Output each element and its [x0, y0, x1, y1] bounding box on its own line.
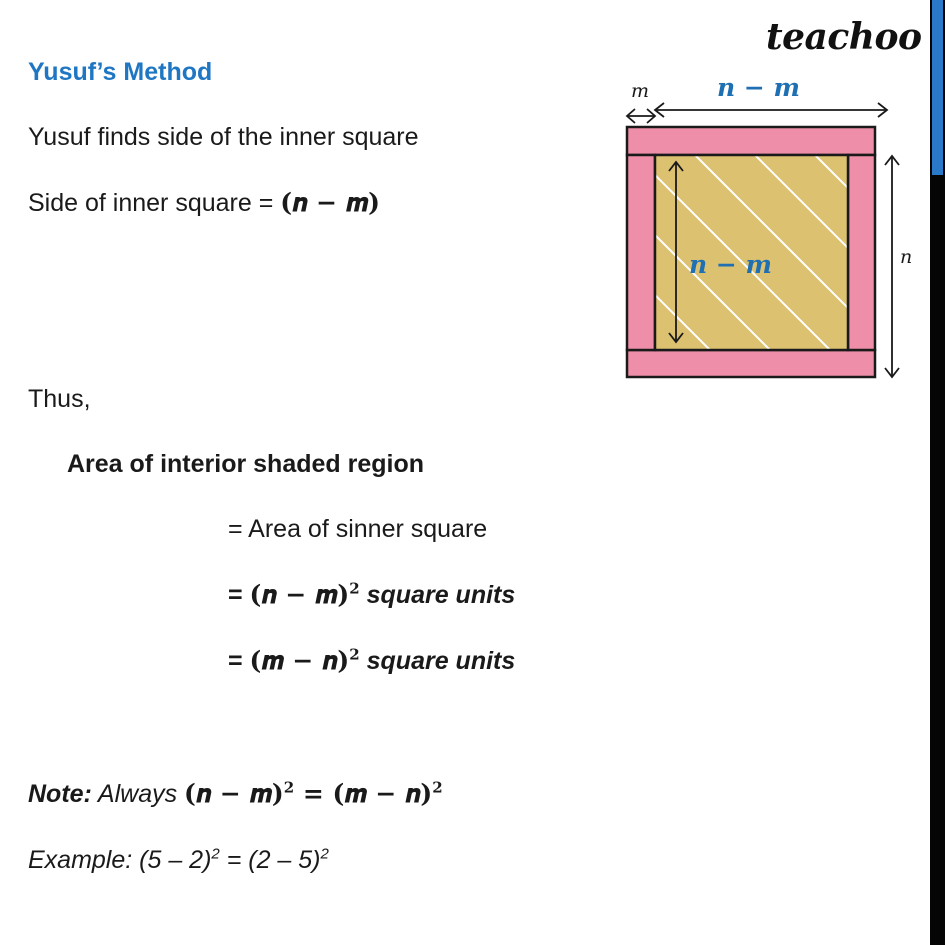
note-equals: =: [294, 779, 333, 808]
eq3-suffix: square units: [359, 647, 516, 675]
bottom-border-strip: [627, 350, 875, 377]
text-line-1: Yusuf finds side of the inner square: [28, 123, 419, 151]
right-vertical-arrow: [885, 156, 899, 377]
example-prefix: Example: (5 – 2): [28, 846, 212, 874]
eq3-prefix: =: [228, 647, 250, 675]
example-exponent-2: 2: [320, 845, 329, 863]
text-line-2: [28, 187, 380, 219]
label-inner-n-minus-m: n − m: [689, 250, 772, 279]
section-heading: Yusuf’s Method: [28, 58, 213, 86]
m-arrow: [627, 109, 655, 123]
top-arrow: [655, 103, 887, 117]
eq2-math: (𝒏 − 𝒎): [249, 580, 350, 609]
note-line: [28, 778, 443, 810]
note-rhs-exponent: 2: [432, 778, 443, 797]
eq2-suffix: square units: [359, 581, 516, 609]
top-border-strip: [627, 127, 875, 155]
example-line: [28, 844, 329, 876]
label-top-n-minus-m: n − m: [717, 73, 800, 102]
right-border-strip: [848, 155, 875, 350]
scrollbar-thumb[interactable]: [932, 0, 943, 175]
label-m: m: [631, 80, 650, 102]
label-n: n: [900, 246, 913, 268]
note-lhs-exponent: 2: [283, 778, 295, 797]
example-exponent-1: 2: [211, 845, 220, 863]
eq3-exponent: 2: [349, 645, 360, 664]
equation-2: [228, 579, 515, 611]
left-border-strip: [627, 155, 655, 350]
equation-1: = Area of sinner square: [228, 515, 488, 543]
area-label: Area of interior shaded region: [67, 450, 425, 478]
teachoo-logo: teachoo: [766, 16, 922, 58]
note-label: Note:: [28, 780, 92, 808]
line2-math: (𝒏 − 𝒎): [280, 188, 380, 217]
eq3-math: (𝒎 − 𝒏): [249, 646, 350, 675]
eq2-exponent: 2: [349, 579, 360, 598]
note-rhs: (𝒎 − 𝒏): [332, 779, 433, 808]
thus-text: Thus,: [28, 385, 91, 413]
line2-prefix: Side of inner square =: [28, 189, 281, 217]
eq2-prefix: =: [228, 581, 250, 609]
note-lhs: (𝒏 − 𝒎): [184, 779, 284, 808]
equation-3: [228, 645, 515, 677]
note-text: Always: [91, 780, 185, 808]
square-diagram: [600, 70, 930, 390]
example-mid: = (2 – 5): [219, 846, 321, 874]
